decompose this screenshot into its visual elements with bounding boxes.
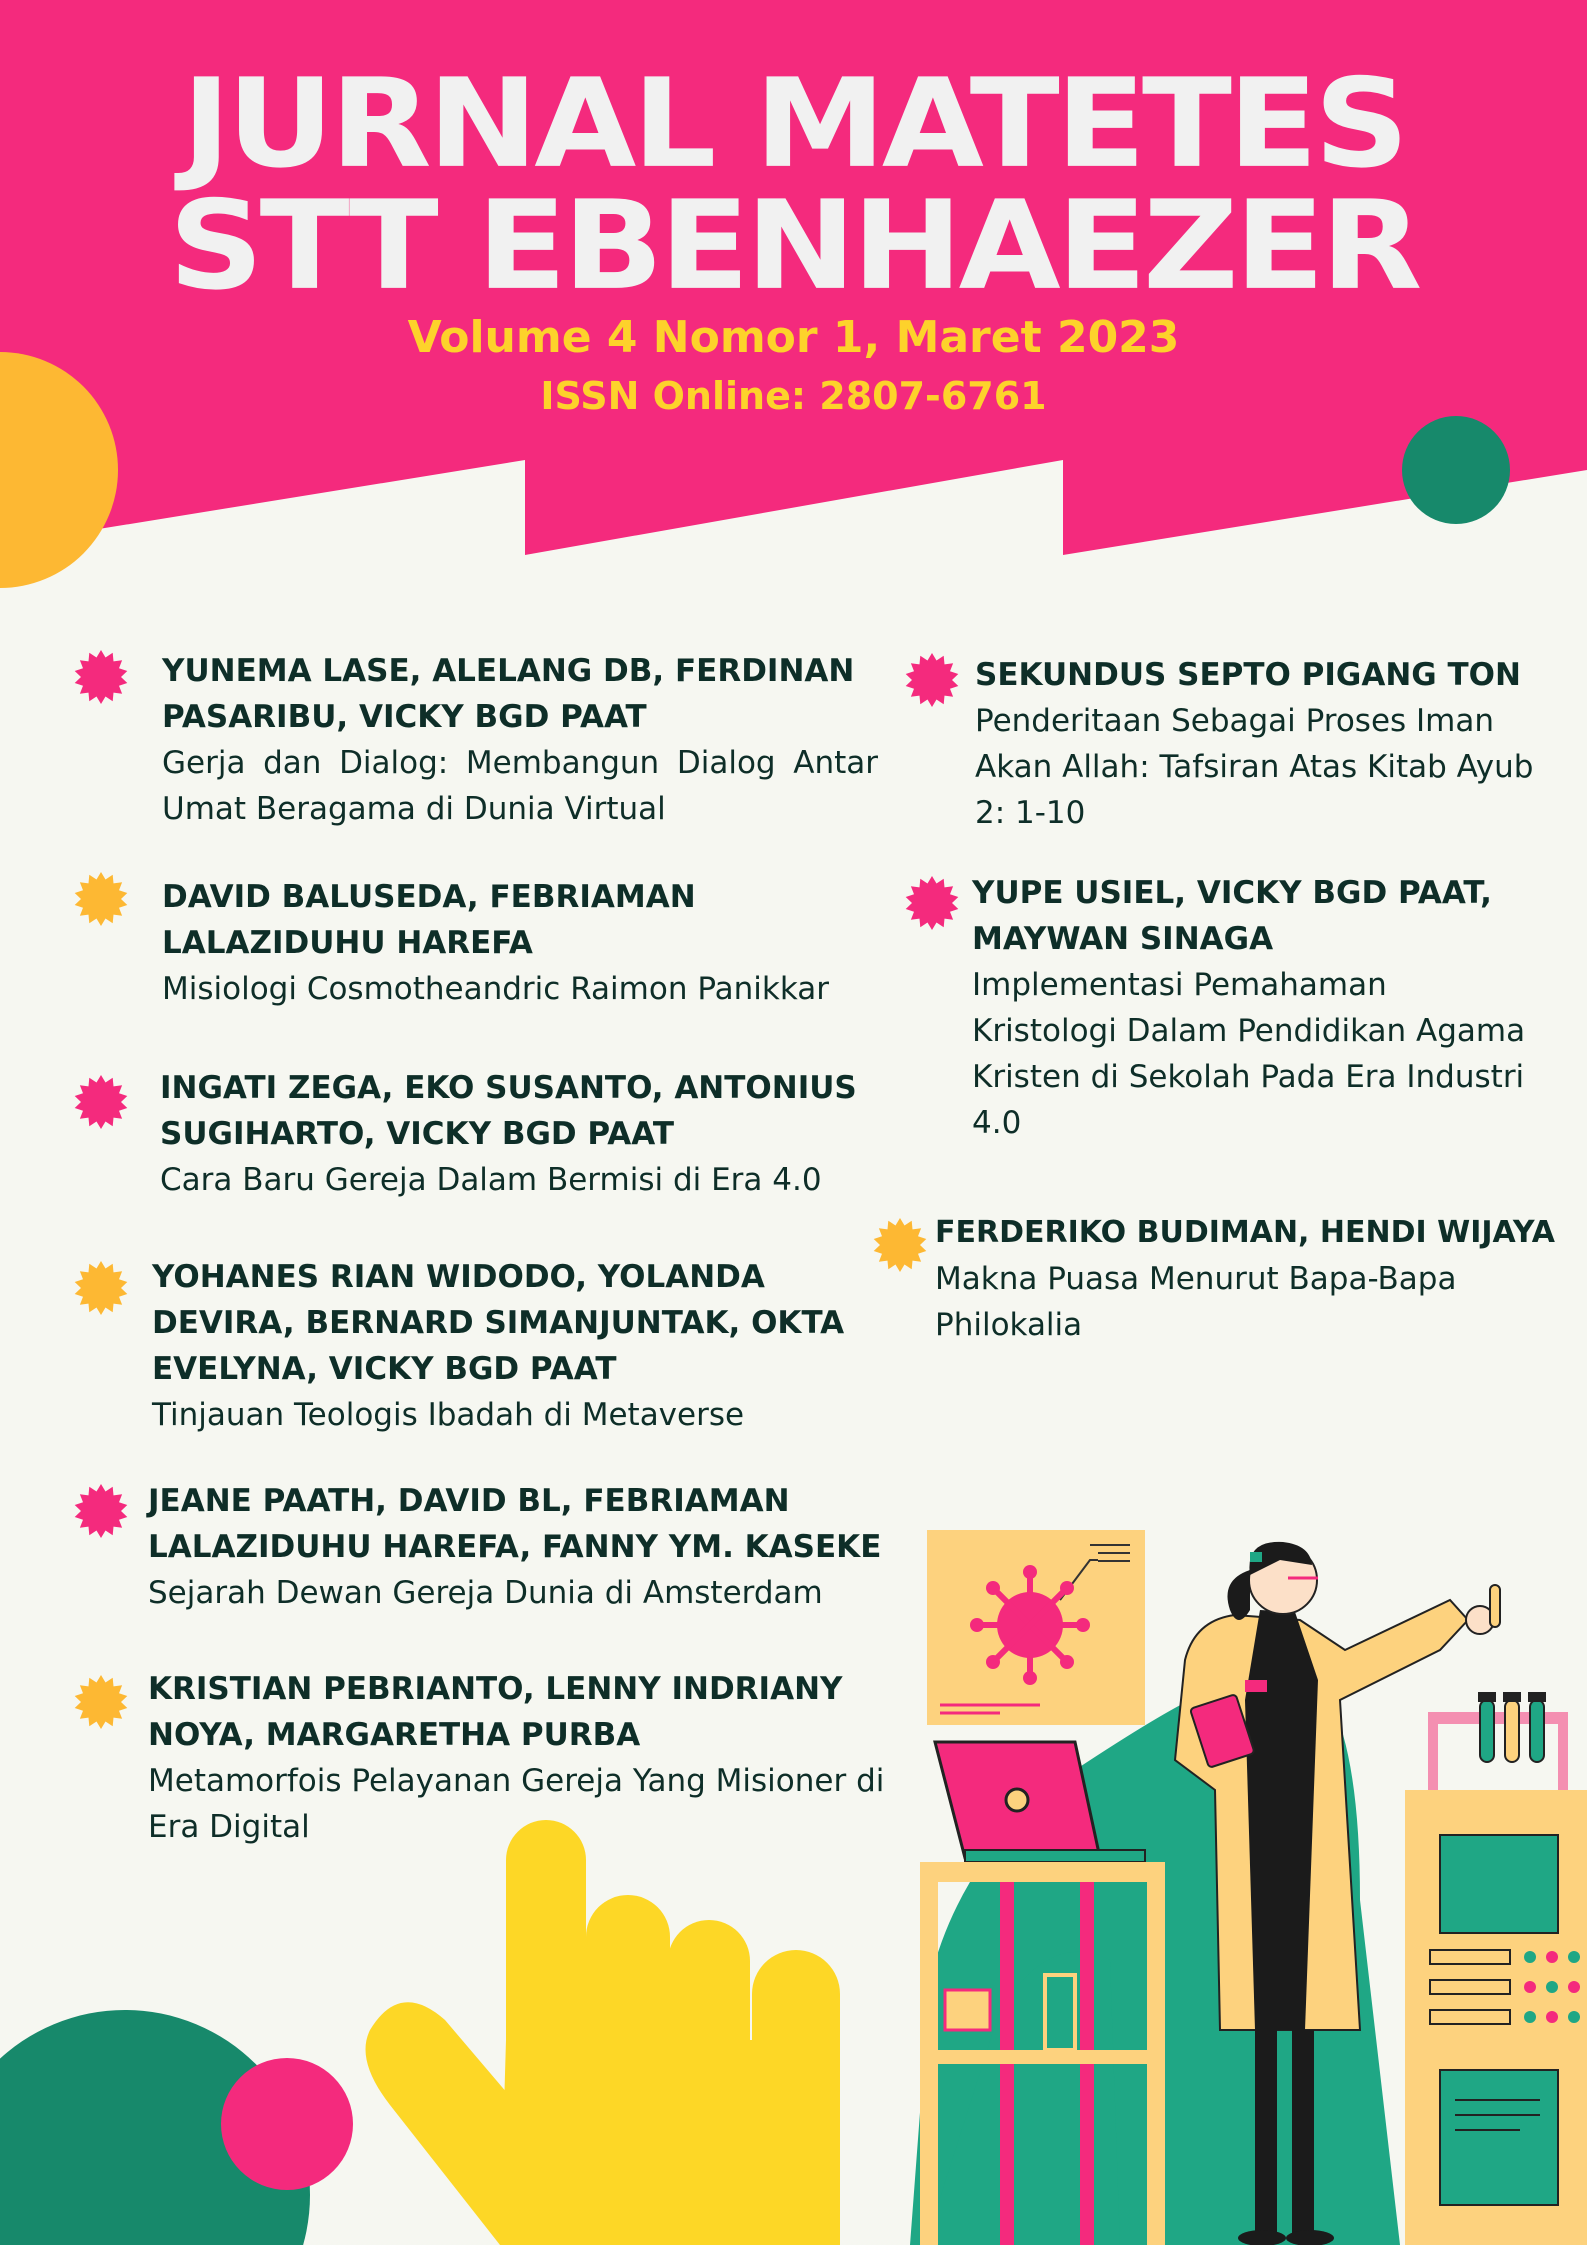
article-left-5 bbox=[148, 1478, 908, 1616]
article-authors: YUNEMA LASE, ALELANG DB, FERDINAN PASARIBU, VICKY BGD PAAT bbox=[162, 653, 855, 735]
article-title: Gerja dan Dialog: Membangun Dialog Antar Umat Beragama di Dunia Virtual bbox=[162, 745, 878, 827]
article-left-6 bbox=[148, 1666, 908, 1850]
article-left-1 bbox=[162, 648, 878, 832]
pink-starburst-icon bbox=[75, 1484, 128, 1538]
article-authors: YOHANES RIAN WIDODO, YOLANDA DEVIRA, BERNARD SIMANJUNTAK, OKTA EVELYNA, VICKY BGD PAAT bbox=[152, 1259, 845, 1387]
article-authors: DAVID BALUSEDA, FEBRIAMAN LALAZIDUHU HAREFA bbox=[162, 879, 696, 961]
article-left-4 bbox=[152, 1254, 892, 1438]
orange-starburst-icon bbox=[75, 1675, 128, 1729]
pink-starburst-icon bbox=[906, 876, 959, 930]
orange-starburst-icon bbox=[75, 1261, 128, 1315]
journal-title-line1: JURNAL MATETES bbox=[181, 52, 1406, 196]
pink-starburst-icon bbox=[906, 653, 959, 707]
article-title: Implementasi Pemahaman Kristologi Dalam Pendidikan Agama Kristen di Sekolah Pada Era Industri 4.0 bbox=[972, 967, 1526, 1141]
article-title: Makna Puasa Menurut Bapa-Bapa Philokalia bbox=[935, 1261, 1457, 1343]
volume-info: Volume 4 Nomor 1, Maret 2023 bbox=[407, 312, 1180, 363]
article-title: Tinjauan Teologis Ibadah di Metaverse bbox=[152, 1397, 745, 1433]
pink-starburst-icon bbox=[75, 650, 128, 704]
article-title: Metamorfois Pelayanan Gereja Yang Misioner di Era Digital bbox=[148, 1763, 885, 1845]
article-left-3 bbox=[160, 1065, 900, 1203]
article-authors: FERDERIKO BUDIMAN, HENDI WIJAYA bbox=[935, 1215, 1555, 1250]
journal-title-line2: STT EBENHAEZER bbox=[168, 174, 1419, 318]
article-title: Misiologi Cosmotheandric Raimon Panikkar bbox=[162, 971, 829, 1007]
article-authors: JEANE PAATH, DAVID BL, FEBRIAMAN LALAZIDUHU HAREFA, FANNY YM. KASEKE bbox=[148, 1483, 882, 1565]
article-title: Sejarah Dewan Gereja Dunia di Amsterdam bbox=[148, 1575, 823, 1611]
article-title: Cara Baru Gereja Dalam Bermisi di Era 4.0 bbox=[160, 1162, 822, 1198]
article-left-2 bbox=[162, 874, 902, 1012]
article-authors: INGATI ZEGA, EKO SUSANTO, ANTONIUS SUGIHARTO, VICKY BGD PAAT bbox=[160, 1070, 857, 1152]
article-right-2 bbox=[972, 870, 1532, 1146]
article-authors: SEKUNDUS SEPTO PIGANG TON bbox=[975, 657, 1521, 693]
article-right-3 bbox=[935, 1210, 1587, 1348]
article-authors: KRISTIAN PEBRIANTO, LENNY INDRIANY NOYA, MARGARETHA PURBA bbox=[148, 1671, 843, 1753]
pink-starburst-icon bbox=[75, 1075, 128, 1129]
issn-info: ISSN Online: 2807-6761 bbox=[540, 374, 1047, 418]
article-right-1 bbox=[975, 652, 1555, 836]
article-title: Penderitaan Sebagai Proses Iman Akan Allah: Tafsiran Atas Kitab Ayub 2: 1-10 bbox=[975, 703, 1534, 831]
orange-starburst-icon bbox=[75, 872, 128, 926]
article-authors: YUPE USIEL, VICKY BGD PAAT, MAYWAN SINAGA bbox=[972, 875, 1492, 957]
